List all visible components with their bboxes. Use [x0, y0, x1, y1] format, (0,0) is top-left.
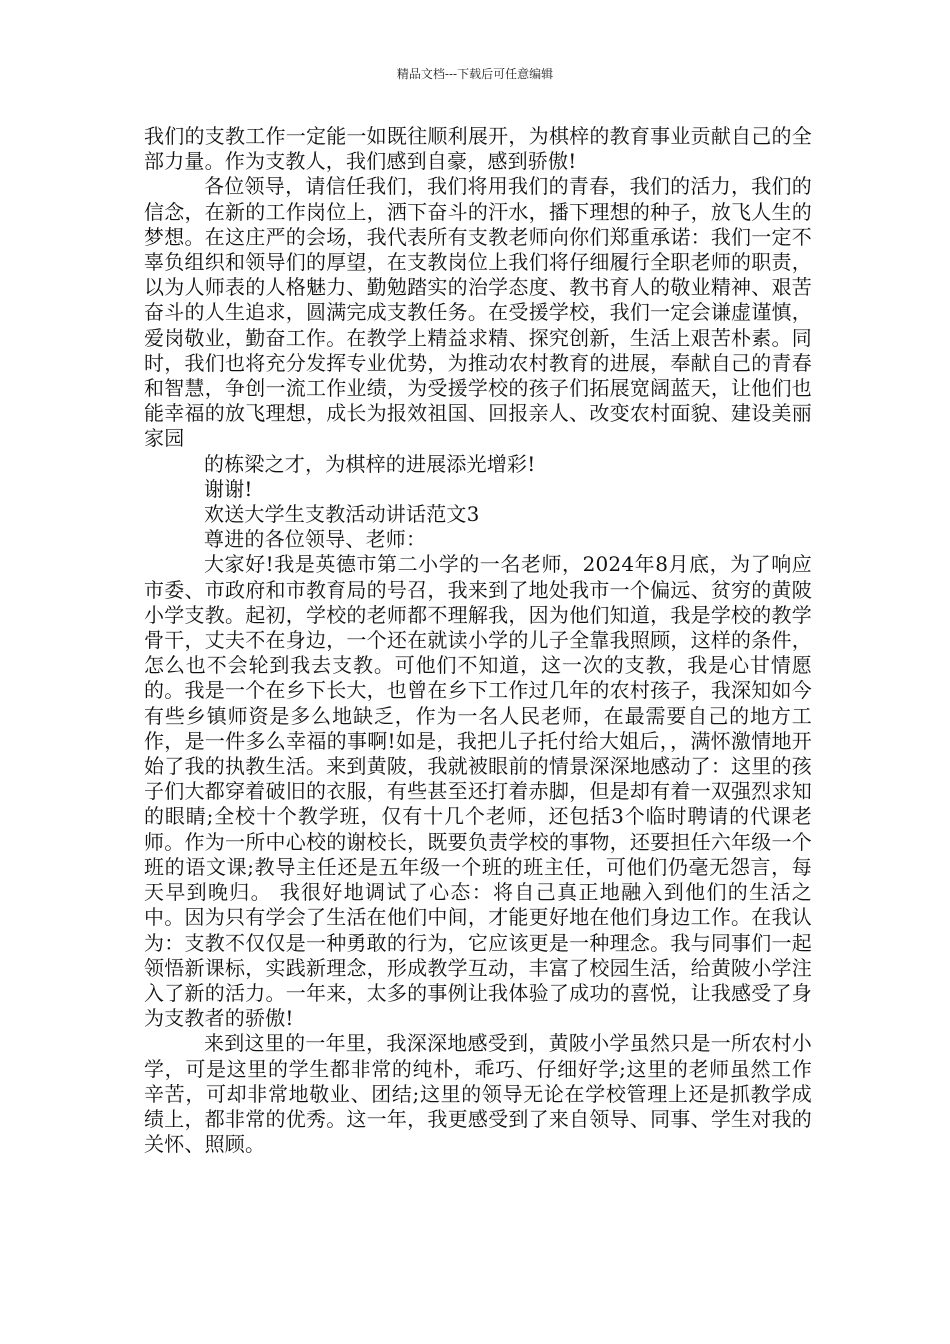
paragraph-pledge: 各位领导，请信任我们，我们将用我们的青春，我们的活力，我们的信念，在新的工作岗位上，洒下奋斗的汗水，播下理想的种子，放飞人生的梦想。在这庄严的会场，我代表所有支教老师向你们郑重承诺：我们一定不辜负组织和领导们的厚望，在支教岗位上我们将仔细履行全职老师的职责，以为人师表的人格魅力、勤勉踏实的治学态度、教书育人的敬业精神、艰苦奋斗的人生追求，圆满完成支教任务。在受援学校，我们一定会谦虚谨慎，爱岗敬业，勤奋工作。在教学上精益求精、探究创新，生活上艰苦朴素。同时，我们也将充分发挥专业优势，为推动农村教育的进展，奉献自己的青春和智慧，争创一流工作业绩，为受援学校的孩子们拓展宽阔蓝天，让他们也能幸福的放飞理想，成长为报效祖国、回报亲人、改变农村面貌、建设美丽家园	[144, 174, 812, 451]
paragraph-thanks: 谢谢!	[204, 476, 253, 501]
page-header: 精品文档---下载后可任意编辑	[396, 67, 554, 81]
paragraph-reflection: 来到这里的一年里，我深深地感受到，黄陂小学虽然只是一所农村小学，可是这里的学生都非常的纯朴，乖巧、仔细好学;这里的老师虽然工作辛苦，可却非常地敬业、团结;这里的领导无论在学校管理上还是抓教学成绩上，都非常的优秀。这一年，我更感受到了来自领导、同事、学生对我的关怀、照顾。	[144, 1031, 812, 1157]
paragraph-introduction: 大家好!我是英德市第二小学的一名老师，2024年8月底，为了响应市委、市政府和市教育局的号召，我来到了地处我市一个偏远、贫穷的黄陂小学支教。起初，学校的老师都不理解我，因为他们知道，我是学校的教学骨干，丈夫不在身边，一个还在就读小学的儿子全靠我照顾，这样的条件，怎么也不会轮到我去支教。可他们不知道，这一次的支教，我是心甘情愿的。我是一个在乡下长大，也曾在乡下工作过几年的农村孩子，我深知如今有些乡镇师资是多么地缺乏，作为一名人民老师，在最需要自己的地方工作，是一件多么幸福的事啊!如是，我把儿子托付给大姐后，，满怀激情地开始了我的执教生活。来到黄陂，我就被眼前的情景深深地感动了：这里的孩子们大都穿着破旧的衣服，有些甚至还打着赤脚，但是却有着一双强烈求知的眼睛;全校十个教学班，仅有十几个老师，还包括3个临时聘请的代课老师。作为一所中心校的谢校长，既要负责学校的事物，还要担任六年级一个班的语文课;教导主任还是五年级一个班的班主任，可他们仍毫无怨言，每天早到晚归。 我很好地调试了心态：将自己真正地融入到他们的生活之中。因为只有学会了生活在他们中间，才能更好地在他们身边工作。在我认为：支教不仅仅是一种勇敢的行为，它应该更是一种理念。我与同事们一起领悟新课标，实践新理念，形成教学互动，丰富了校园生活，给黄陂小学注入了新的活力。一年来，太多的事例让我体验了成功的喜悦，让我感受了身为支教者的骄傲!	[144, 552, 812, 1031]
paragraph-continuation: 我们的支教工作一定能一如既往顺利展开，为棋梓的教育事业贡献自己的全部力量。作为支教人，我们感到自豪，感到骄傲!	[144, 124, 812, 174]
paragraph-closing-line: 的栋梁之才，为棋梓的进展添光增彩!	[204, 451, 536, 476]
document-body	[144, 124, 812, 1157]
salutation: 尊进的各位领导、老师：	[204, 527, 427, 552]
section-title: 欢送大学生支教活动讲话范文3	[204, 502, 480, 527]
